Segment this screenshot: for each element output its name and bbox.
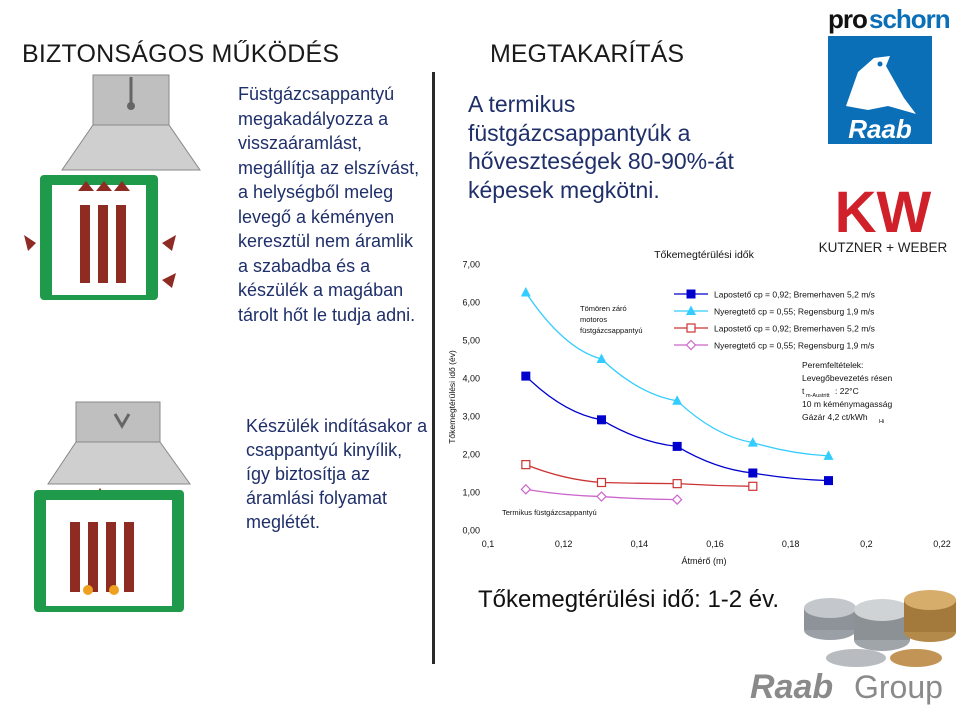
legend-label: Nyeregtető cp = 0,55; Regensburg 1,9 m/s (714, 306, 875, 317)
data-point (749, 469, 757, 477)
annotation-conditions: Peremfeltételek: (802, 360, 864, 370)
data-point (673, 495, 682, 504)
x-tick-label: 0,18 (781, 539, 800, 549)
series-line (526, 376, 829, 481)
annotation-subscript: m-Austritt (806, 393, 830, 399)
annotation-motor-damper: motoros (580, 315, 608, 324)
chart-title: Tőkemegtérülési idők (654, 249, 754, 261)
legend-label: Nyeregtető cp = 0,55; Regensburg 1,9 m/s (714, 340, 875, 351)
y-tick-label: 0,00 (462, 525, 480, 536)
raab-wordmark: Raab (848, 114, 912, 144)
data-point (687, 290, 695, 298)
annotation-conditions: Gázár 4,2 ct/kWh (802, 412, 868, 422)
data-point (598, 416, 606, 424)
heater-diagram-open (30, 402, 230, 632)
coins-image (790, 570, 960, 670)
raabgroup-raab: Raab (750, 668, 834, 706)
flame-icon (83, 585, 93, 595)
payback-statement: Tőkemegtérülési idő: 1-2 év. (478, 586, 780, 613)
draft-hood (62, 125, 200, 170)
proschorn-logo-pro: pro (828, 4, 867, 34)
x-tick-label: 0,22 (933, 539, 951, 549)
data-point (521, 287, 531, 297)
y-tick-label: 3,00 (462, 411, 480, 422)
series-line (526, 293, 829, 456)
heat-arrow (162, 273, 176, 288)
annotation-motor-damper: füstgázcsappantyú (580, 326, 643, 335)
draft-hood (48, 442, 190, 484)
annotation-conditions: 10 m kéménymagasság (802, 399, 893, 409)
y-tick-label: 4,00 (462, 373, 480, 384)
y-tick-label: 5,00 (462, 335, 480, 346)
data-point (686, 306, 696, 316)
data-point (749, 482, 757, 490)
heat-arrow (162, 235, 176, 251)
data-point (521, 485, 530, 494)
startup-description: Készülék indításakor a csappantyú kinyílik, így biztosítja az áramlási folyamat meglétét. (246, 416, 428, 532)
x-tick-label: 0,14 (630, 539, 649, 549)
data-point (673, 480, 681, 488)
annotation-conditions: Levegőbevezetés résen (802, 373, 893, 383)
raab-logo (828, 36, 932, 144)
annotation-conditions: t (802, 386, 805, 396)
x-axis-label: Átmérő (m) (681, 556, 727, 566)
savings-subtitle: A termikus füstgázcsappantyúk a hőveszteségek 80-90%-át képesek megkötni. (468, 91, 734, 203)
data-point (687, 324, 695, 332)
kutzner-weber-name: KUTZNER + WEBER (818, 240, 948, 255)
data-point (597, 492, 606, 501)
x-tick-label: 0,1 (481, 539, 495, 549)
data-point (673, 442, 681, 450)
heating-element (98, 205, 108, 283)
payback-chart (436, 240, 960, 580)
data-point (522, 372, 530, 380)
heating-element (70, 522, 80, 592)
data-point (687, 341, 696, 350)
flame-icon (109, 585, 119, 595)
annotation-motor-damper: Tömören záró (580, 304, 627, 313)
annotation-subscript: Hi (879, 419, 885, 425)
y-tick-label: 1,00 (462, 487, 480, 498)
heating-element (80, 205, 90, 283)
kutzner-weber-logo (810, 180, 956, 256)
y-axis-label: Tőkemegtérülési idő (év) (447, 350, 457, 444)
proschorn-logo-schorn: schorn (869, 4, 950, 34)
kw-wordmark: KW (834, 180, 932, 245)
x-tick-label: 0,2 (860, 539, 873, 549)
raabgroup-logo (748, 666, 952, 706)
heat-arrow (24, 235, 36, 251)
data-point (598, 479, 606, 487)
savings-heading: MEGTAKARÍTÁS (490, 40, 685, 68)
x-tick-label: 0,16 (706, 539, 724, 549)
heating-element (116, 205, 126, 283)
heater-diagram-closed (30, 75, 230, 305)
heating-element (124, 522, 134, 592)
legend-label: Lapostető cp = 0,92; Bremerhaven 5,2 m/s (714, 289, 875, 300)
column-divider (432, 72, 435, 664)
y-tick-label: 7,00 (462, 259, 480, 270)
y-tick-label: 6,00 (462, 297, 480, 308)
data-point (825, 477, 833, 485)
annotation-thermal-damper: Termikus füstgázcsappantyú (502, 508, 597, 517)
annotation-conditions: : 22°C (835, 386, 859, 396)
raabgroup-group: Group (854, 669, 943, 705)
safety-description: Füstgázcsappantyú megakadályozza a visszaáramlást, megállítja az elszívást, a helységből meleg levegő a kéményen keresztül nem áramlik a szabadba és a készülék a magában tárolt hőt le tudja adni. (238, 84, 420, 325)
y-tick-label: 2,00 (462, 449, 480, 460)
heating-element (106, 522, 116, 592)
safety-heading: BIZTONSÁGOS MŰKÖDÉS (22, 40, 340, 68)
legend-label: Lapostető cp = 0,92; Bremerhaven 5,2 m/s (714, 323, 875, 334)
data-point (522, 461, 530, 469)
x-tick-label: 0,12 (554, 539, 573, 549)
proschorn-logo (826, 2, 950, 36)
heating-element (88, 522, 98, 592)
series-line (526, 465, 753, 487)
